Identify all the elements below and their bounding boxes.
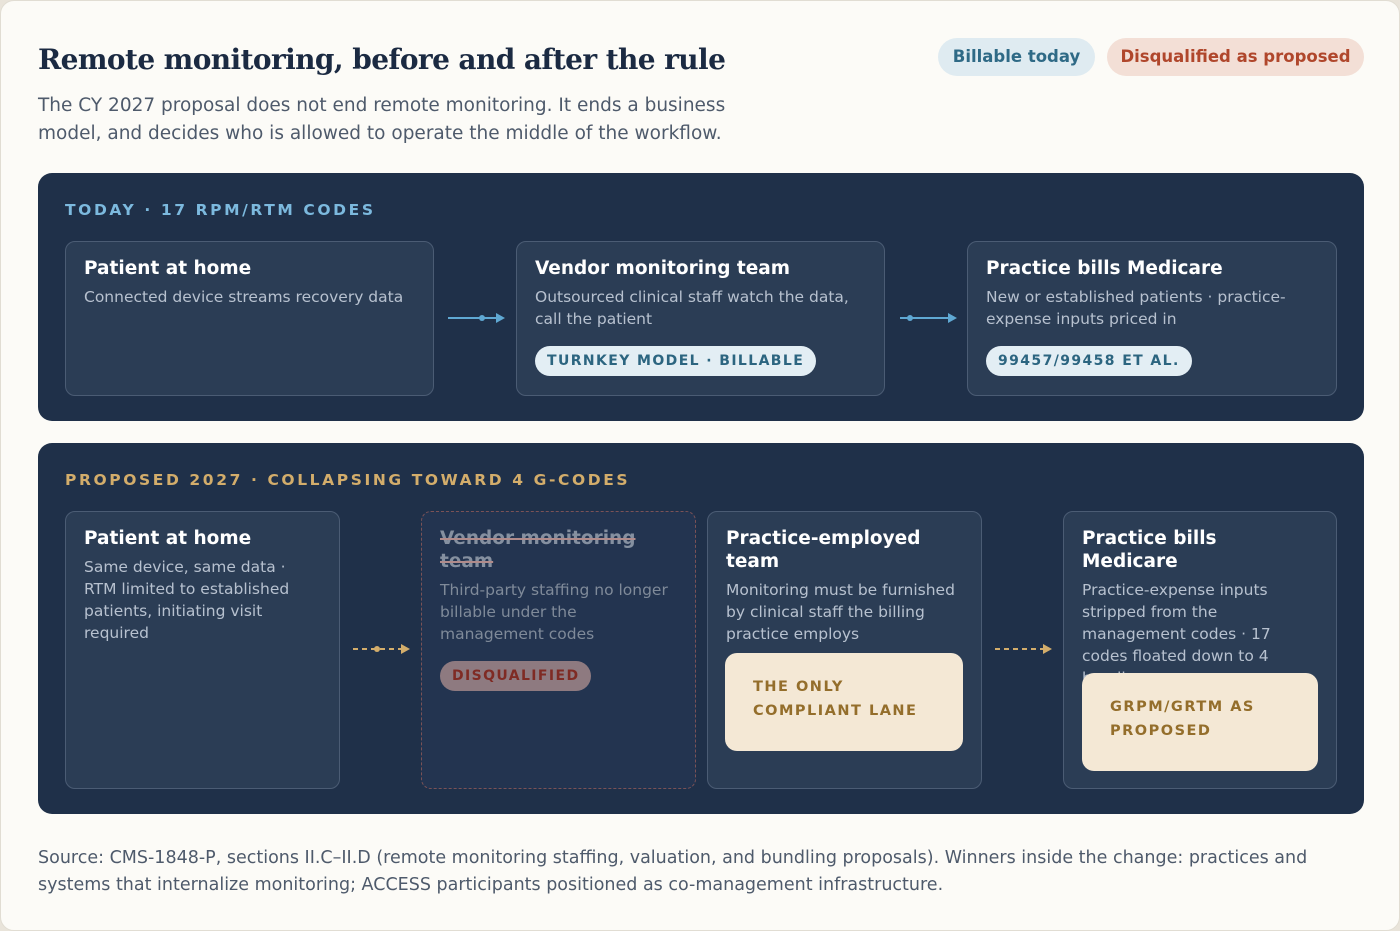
disqualified-chip: DISQUALIFIED: [440, 661, 591, 691]
today-panel: [38, 173, 1364, 421]
today-step-patient-title: Patient at home: [84, 258, 252, 279]
proposed-step-vendor: [421, 511, 696, 789]
billing-codes-chip: 99457/99458 ET AL.: [986, 346, 1192, 376]
compliant-lane-callout: THE ONLY COMPLIANT LANE: [725, 653, 963, 751]
dashed-arrow-right-icon: [351, 642, 413, 656]
page-title: Remote monitoring, before and after the rule: [38, 43, 726, 76]
proposed-step-patient: [65, 511, 340, 789]
proposed-step-vendor-title: Vendor monitoring team: [440, 528, 636, 572]
today-step-patient-body: Connected device streams recovery data: [84, 288, 404, 306]
dashed-arrow-right-icon: [993, 642, 1055, 656]
proposed-step-patient-body: Same device, same data · RTM limited to established patients, initiating visit required: [84, 558, 290, 642]
arrow-right-icon: [898, 311, 958, 325]
grpm-grtm-callout: GRPM/GRTM AS PROPOSED: [1082, 673, 1318, 771]
proposed-step-patient-title: Patient at home: [84, 528, 252, 549]
proposed-step-vendor-body: Third-party staffing no longer billable under the management codes: [440, 581, 668, 643]
arrow-right-icon: [446, 311, 506, 325]
legend-disqualified: Disqualified as proposed: [1107, 38, 1364, 76]
today-step-vendor: [516, 241, 885, 396]
proposed-step-practice-team-body: Monitoring must be furnished by clinical staff the billing practice employs: [726, 581, 955, 643]
legend-billable: Billable today: [938, 38, 1095, 76]
today-step-billing: [967, 241, 1337, 396]
proposed-step-billing-title: Practice bills Medicare: [1082, 528, 1217, 572]
turnkey-billable-chip: TURNKEY MODEL · BILLABLE: [535, 346, 816, 376]
proposed-panel: [38, 443, 1364, 814]
today-step-billing-title: Practice bills Medicare: [986, 258, 1223, 279]
proposed-panel-label: PROPOSED 2027 · COLLAPSING TOWARD 4 G-CODES: [65, 471, 631, 489]
today-step-patient: [65, 241, 434, 396]
page-subtitle: The CY 2027 proposal does not end remote monitoring. It ends a business model, and decides who is allowed to operate the middle of the workflow.: [38, 95, 726, 144]
today-step-vendor-title: Vendor monitoring team: [535, 258, 791, 279]
proposed-step-billing-body: Practice-expense inputs stripped from the management codes · 17 codes floated down to 4: [1082, 581, 1271, 665]
proposed-step-practice-team-title: Practice-employed team: [726, 528, 921, 572]
today-step-billing-body: New or established patients · practice-expense inputs priced in: [986, 288, 1286, 328]
today-step-vendor-body: Outsourced clinical staff watch the data, call the patient: [535, 288, 849, 328]
source-note: Source: CMS-1848-P, sections II.C–II.D (remote monitoring staffing, valuation, and bundling proposals). Winners inside the change: practices and systems that internalize monitoring; ACCESS participants positioned as co-management infrastructure.: [38, 848, 1308, 895]
today-panel-label: TODAY · 17 RPM/RTM CODES: [65, 201, 376, 219]
